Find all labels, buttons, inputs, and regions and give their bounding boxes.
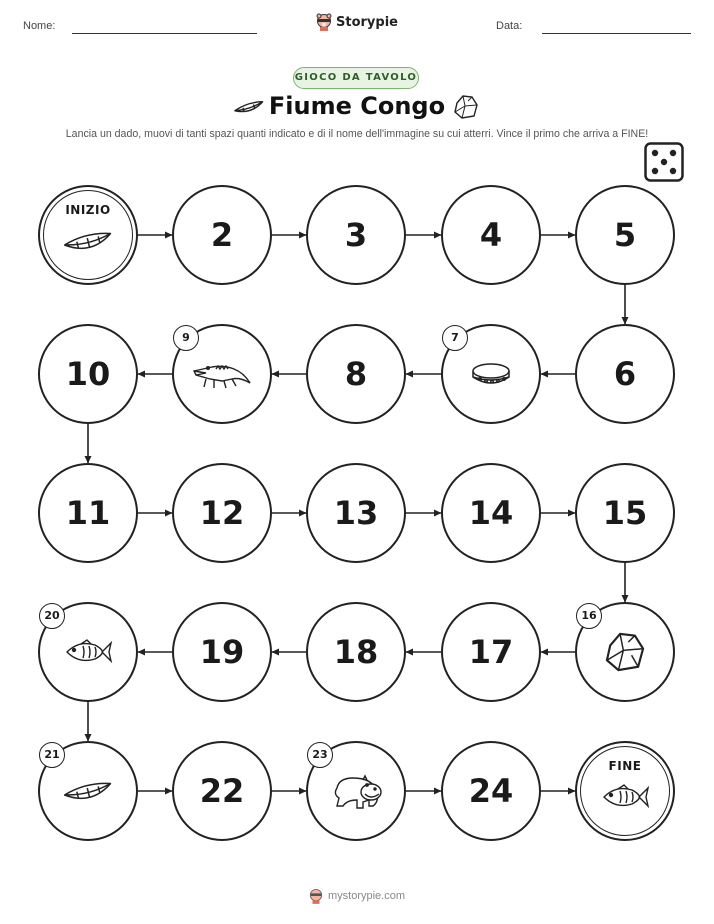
space-number: 22	[199, 772, 245, 810]
bracelet-icon	[469, 359, 513, 393]
board-space	[441, 463, 541, 563]
canoe-icon	[61, 774, 115, 812]
board-space	[38, 741, 138, 841]
space-number: 5	[613, 216, 637, 254]
board-space	[441, 741, 541, 841]
board-space	[306, 602, 406, 702]
page-title: Fiume Congo	[268, 92, 446, 120]
space-number-badge: 16	[576, 603, 602, 629]
board-space	[441, 324, 541, 424]
board-space	[306, 185, 406, 285]
space-number: 2	[210, 216, 234, 254]
board-space	[38, 324, 138, 424]
board-space	[306, 741, 406, 841]
board-space	[38, 602, 138, 702]
crocodile-icon	[192, 357, 252, 395]
space-number: 13	[333, 494, 379, 532]
footer	[0, 888, 714, 904]
start-label: INIZIO	[65, 203, 111, 217]
space-number: 24	[468, 772, 514, 810]
board-space	[575, 602, 675, 702]
fish-icon	[600, 783, 650, 815]
date-label: Data:	[496, 20, 523, 32]
space-number-badge: 7	[442, 325, 468, 351]
footer-url: mystorypie.com	[327, 890, 406, 902]
board-space	[441, 602, 541, 702]
board-space	[172, 463, 272, 563]
game-type-tag: GIOCO DA TAVOLO	[293, 67, 419, 89]
space-number: 12	[199, 494, 245, 532]
start-space	[38, 185, 138, 285]
space-number: 18	[333, 633, 379, 671]
board-space	[575, 463, 675, 563]
space-number-badge: 20	[39, 603, 65, 629]
space-number-badge: 23	[307, 742, 333, 768]
brand-name: Storypie	[336, 14, 398, 30]
space-number: 15	[602, 494, 648, 532]
board-space	[172, 741, 272, 841]
board-space	[172, 324, 272, 424]
board-space	[575, 185, 675, 285]
instructions: Lancia un dado, muovi di tanti spazi quanti indicato e di il nome dell'immagine su cui atterri. Vince il primo che arriva a FINE!	[65, 128, 649, 140]
board-space	[172, 185, 272, 285]
canoe-icon	[61, 224, 115, 262]
space-number: 14	[468, 494, 514, 532]
board-space	[441, 185, 541, 285]
fish-icon	[63, 638, 113, 670]
board-space	[172, 602, 272, 702]
finish-space	[575, 741, 675, 841]
space-number: 6	[613, 355, 637, 393]
board-space	[38, 463, 138, 563]
space-number: 19	[199, 633, 245, 671]
space-number: 10	[65, 355, 111, 393]
finish-label: FINE	[608, 759, 642, 773]
name-label: Nome:	[23, 20, 56, 32]
space-number: 11	[65, 494, 111, 532]
space-number: 17	[468, 633, 514, 671]
space-number-badge: 21	[39, 742, 65, 768]
space-number-badge: 9	[173, 325, 199, 351]
space-number: 3	[344, 216, 368, 254]
space-number: 4	[479, 216, 503, 254]
board-space	[575, 324, 675, 424]
rock-icon	[602, 629, 648, 679]
board-space	[306, 463, 406, 563]
hippo-icon	[329, 770, 383, 816]
mascot-icon	[309, 888, 323, 904]
board-space	[306, 324, 406, 424]
space-number: 8	[344, 355, 368, 393]
